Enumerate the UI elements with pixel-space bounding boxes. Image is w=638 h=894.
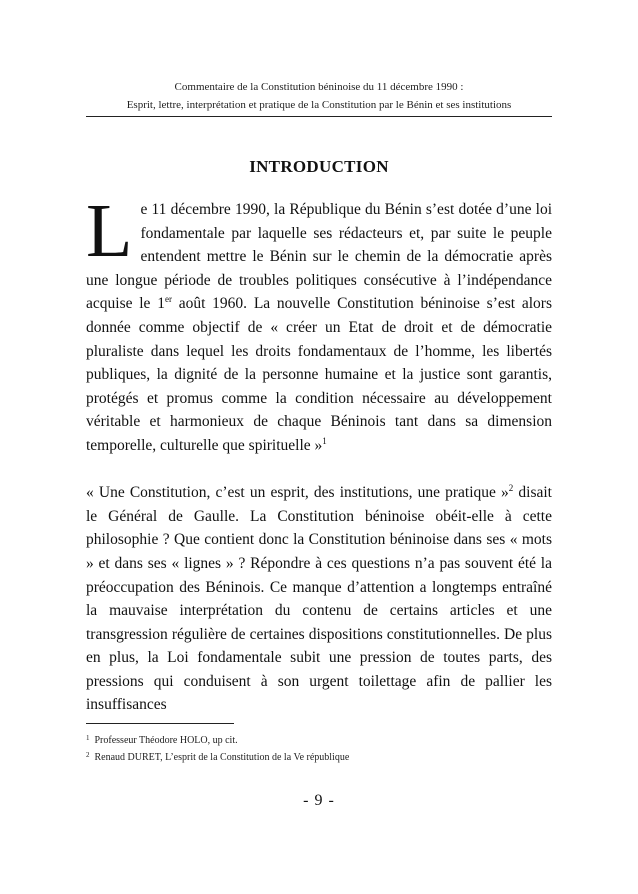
footnote-ref-2: 2 (508, 483, 514, 494)
paragraph-1 (86, 189, 552, 458)
section-title: INTRODUCTION (249, 157, 389, 176)
footnote-rule (86, 723, 234, 724)
page-number: - 9 - (303, 792, 335, 809)
header-line-1: Commentaire de la Constitution béninoise du 11 décembre 1990 : (174, 81, 464, 93)
drop-cap: L (86, 189, 133, 273)
footnote (86, 748, 552, 765)
footnote-text: Renaud DURET, L’esprit de la Constitution de la Ve république (94, 752, 350, 763)
running-header (86, 78, 552, 114)
superscript-er: er (164, 294, 172, 305)
header-line-2: Esprit, lettre, interprétation et pratique de la Constitution par le Bénin et ses institutions (126, 99, 512, 111)
paragraph-2-text-b: disait le Général de Gaulle. La Constitution béninoise obéit-elle à cette philosophie ? Que contient donc la Constitution béninoise dans ses « mots » et dans ses « lignes » ? Répondre à ces questions n’a pas souvent été la préoccupation des Béninois. Ce manque d’attention a longtemps entraîné la mauvaise interprétation du contenu de certains articles et une transgression régulière de certaines dispositions constitutionnelles. De plus en plus, la Loi fondamentale subit une pression de toutes parts, des pressions qui conduisent à son urgent toilettage afin de pallier les insuffisances (86, 484, 552, 714)
paragraph-1-text-a: e 11 décembre 1990, la République du Bénin s’est dotée d’une loi fondamentale par laquelle ses rédacteurs et, par suite le peuple entendent mettre le Bénin sur le chemin de la démocratie après une longue période de troubles politiques consécutive à l’indépendance acquise le 1 (86, 201, 552, 313)
header-rule (86, 116, 552, 117)
footnote-mark: 1 (86, 734, 90, 742)
footnote (86, 731, 552, 748)
paragraph-1-text-b: août 1960. La nouvelle Constitution béninoise s’est alors donnée comme objectif de « créer un Etat de droit et de démocratie pluraliste dans lequel les droits fondamentaux de l’homme, les libertés publiques, la dignité de la personne humaine et la justice sont garantis, protégés et promus comme la condition nécessaire au développement véritable et harmonieux de chaque Béninois tant dans sa dimension temporelle, culturelle que spirituelle » (86, 295, 552, 454)
paragraph-2 (86, 481, 552, 717)
footnote-ref-1: 1 (322, 435, 327, 446)
footnote-mark: 2 (86, 751, 90, 759)
body-text (86, 189, 552, 717)
footnotes (86, 731, 552, 765)
paragraph-2-text-a: « Une Constitution, c’est un esprit, des institutions, une pratique » (86, 484, 509, 502)
footnote-text: Professeur Théodore HOLO, up cit. (94, 735, 238, 746)
